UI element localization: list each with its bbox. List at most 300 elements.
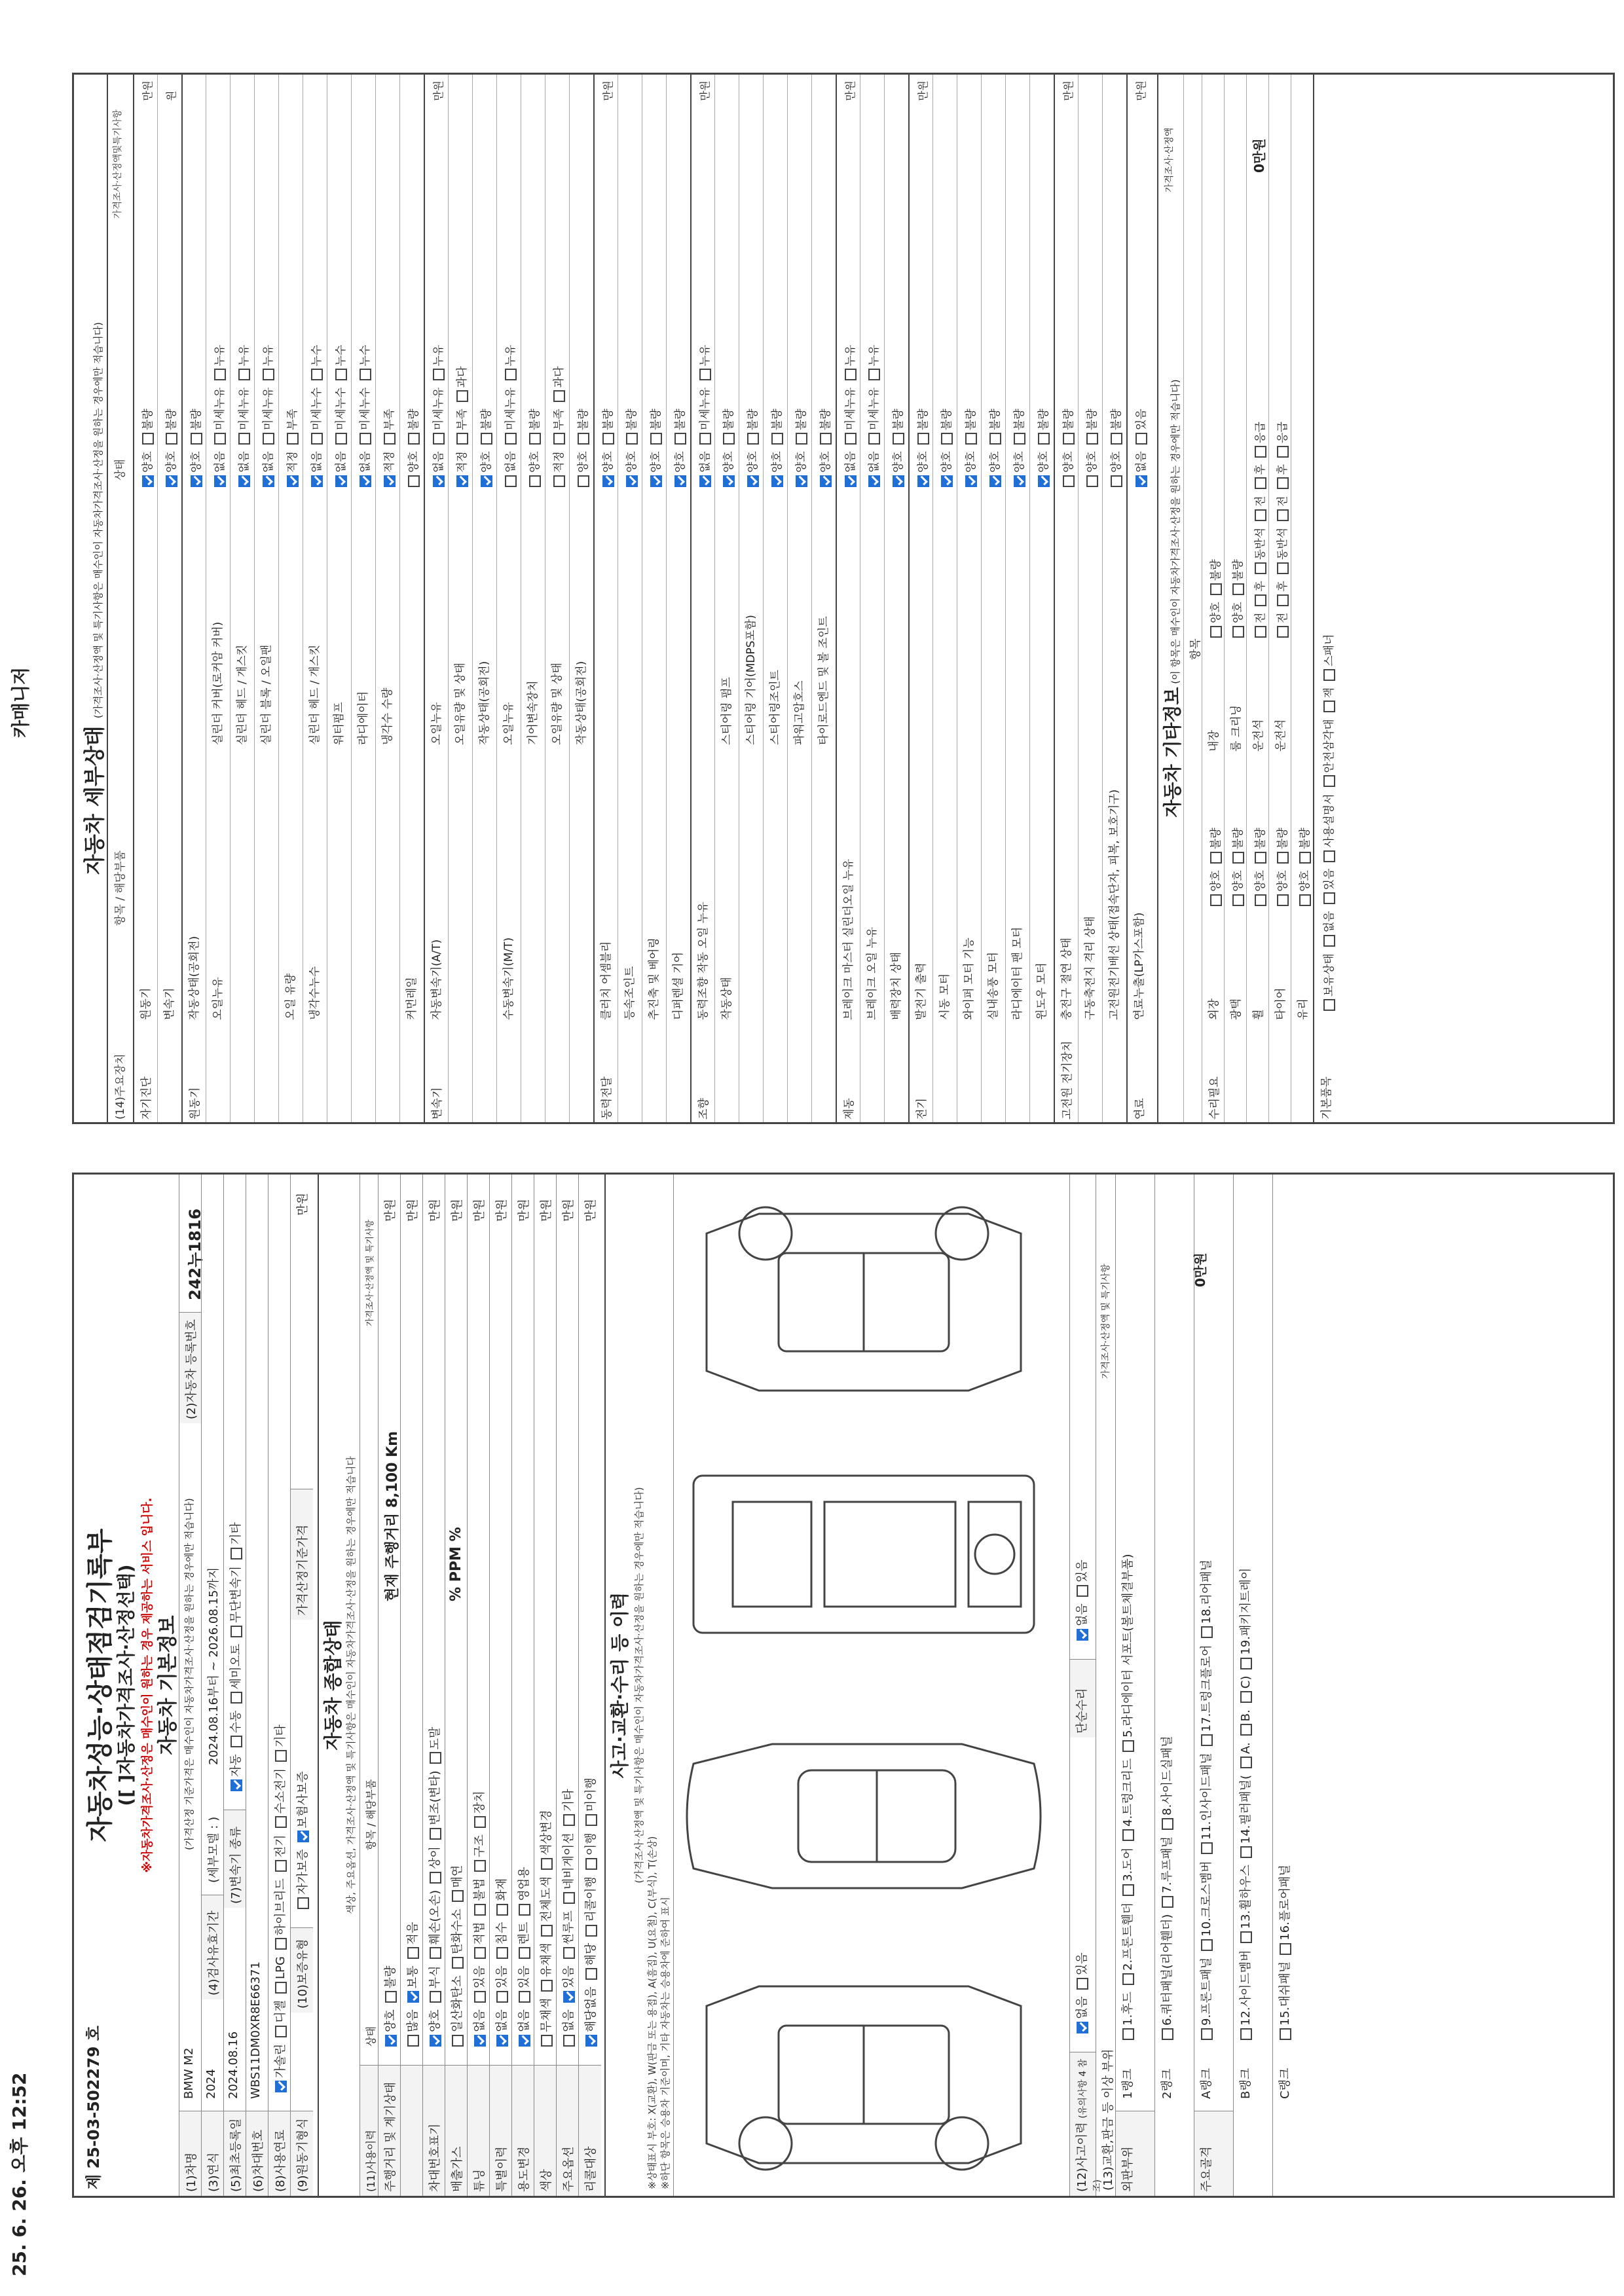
detail-checkbox[interactable] — [989, 433, 1001, 445]
detail-row — [521, 75, 545, 1122]
fuel-option — [274, 2000, 287, 2044]
detail-checkbox[interactable] — [238, 433, 250, 445]
detail-checkbox[interactable] — [311, 475, 323, 487]
detail-checkbox[interactable] — [796, 475, 807, 487]
basic-item-option — [1323, 687, 1336, 719]
other-detail-checkbox[interactable] — [1277, 626, 1289, 638]
general-checkbox[interactable] — [519, 1991, 530, 2003]
detail-checkbox[interactable] — [1014, 433, 1025, 445]
detail-option — [383, 409, 396, 451]
other-checkbox[interactable] — [1299, 894, 1311, 906]
rank-items — [1116, 1397, 1155, 2052]
other-option-label: 양호 — [1254, 870, 1267, 892]
part-checkbox[interactable] — [1201, 1626, 1213, 1638]
detail-checkbox[interactable] — [214, 433, 226, 445]
other-detail-checkbox[interactable] — [1255, 562, 1266, 574]
general-checkbox[interactable] — [430, 1872, 441, 1884]
part-checkbox[interactable] — [1122, 1973, 1134, 1985]
detail-checkbox[interactable] — [989, 475, 1001, 487]
part-checkbox[interactable] — [1240, 1691, 1252, 1703]
part-checkbox[interactable] — [1122, 1829, 1134, 1841]
other-price: 0만원 — [1251, 138, 1267, 173]
transmission-checkbox[interactable] — [231, 1692, 242, 1704]
detail-checkbox[interactable] — [723, 433, 735, 445]
general-checkbox[interactable] — [407, 2035, 419, 2047]
accident-options — [1070, 1849, 1096, 2045]
other-detail-option-label: 후 — [1254, 464, 1267, 475]
detail-checkbox[interactable] — [553, 475, 565, 487]
detail-checkbox[interactable] — [238, 475, 250, 487]
general-option-label: 상이 — [428, 1846, 442, 1869]
transmission-checkbox[interactable] — [231, 1626, 242, 1637]
inspect-label: (4)검사유효기간 — [202, 1895, 224, 1999]
detail-checkbox[interactable] — [263, 475, 274, 487]
detail-option-label: 없음 — [359, 451, 372, 473]
general-checkbox[interactable] — [541, 2035, 553, 2047]
detail-checkbox[interactable] — [553, 433, 565, 445]
general-checkbox[interactable] — [541, 1980, 553, 1992]
general-checkbox[interactable] — [385, 2035, 397, 2047]
general-checkbox[interactable] — [474, 1947, 486, 1959]
general-checkbox[interactable] — [496, 1947, 508, 1959]
transmission-checkbox[interactable] — [231, 1779, 242, 1791]
detail-checkbox[interactable] — [263, 433, 274, 445]
other-detail-checkbox[interactable] — [1255, 509, 1266, 521]
detail-checkbox[interactable] — [456, 433, 468, 445]
detail-option — [674, 451, 687, 494]
rank-group-label: 외판부위 — [1116, 2111, 1155, 2196]
detail-checkbox[interactable] — [553, 390, 565, 402]
detail-checkbox[interactable] — [384, 433, 396, 445]
detail-option-label: 부족 — [456, 409, 469, 431]
detail-checkbox[interactable] — [214, 369, 226, 380]
other-detail-option-label: 전 — [1254, 612, 1267, 623]
other-detail-checkbox[interactable] — [1277, 562, 1289, 574]
detail-checkbox[interactable] — [1135, 475, 1147, 487]
detail-checkbox[interactable] — [360, 369, 371, 380]
detail-checkbox[interactable] — [287, 475, 299, 487]
general-checkbox[interactable] — [496, 1904, 508, 1916]
part-checkbox[interactable] — [1240, 2028, 1252, 2040]
detail-checkbox[interactable] — [699, 475, 711, 487]
part-option — [1239, 1709, 1253, 1742]
general-option-label: 도말 — [428, 1726, 442, 1750]
detail-checkbox[interactable] — [1111, 475, 1122, 487]
other-detail-option — [1254, 496, 1267, 527]
other-detail-checkbox[interactable] — [1277, 446, 1289, 458]
repair-checkbox[interactable] — [1077, 1585, 1088, 1597]
detail-checkbox[interactable] — [166, 475, 177, 487]
fuel-option-label: 가솔린 — [274, 2043, 287, 2078]
detail-row — [1029, 75, 1054, 1122]
detail-option — [625, 451, 638, 494]
general-checkbox[interactable] — [541, 1858, 553, 1870]
basic-item-option — [1323, 719, 1336, 793]
detail-checkbox[interactable] — [238, 369, 250, 380]
general-checkbox[interactable] — [519, 1904, 530, 1916]
general-row-unit: 만원 — [384, 1199, 397, 1222]
detail-checkbox[interactable] — [1135, 433, 1147, 445]
warranty-checkbox[interactable] — [297, 1831, 309, 1842]
fuel-checkbox[interactable] — [275, 2026, 287, 2037]
part-option-label: 10.크로스멤버 — [1200, 1861, 1213, 1937]
part-option — [1239, 1568, 1253, 1676]
other-row — [1224, 75, 1247, 1122]
detail-checkbox[interactable] — [626, 475, 638, 487]
detail-state — [1034, 409, 1050, 494]
detail-checkbox[interactable] — [796, 433, 807, 445]
detail-checkbox[interactable] — [747, 475, 759, 487]
other-checkbox[interactable] — [1299, 852, 1311, 864]
detail-checkbox[interactable] — [626, 433, 638, 445]
detail-checkbox[interactable] — [142, 475, 154, 487]
basic-item-checkbox[interactable] — [1323, 999, 1335, 1011]
detail-option-label: 미세누수 — [310, 387, 323, 431]
detail-checkbox[interactable] — [505, 433, 517, 445]
general-checkbox[interactable] — [585, 2035, 597, 2047]
detail-checkbox[interactable] — [481, 475, 492, 487]
detail-option — [844, 451, 857, 494]
detail-checkbox[interactable] — [1063, 433, 1075, 445]
fuel-checkbox[interactable] — [275, 1750, 287, 1762]
detail-checkbox[interactable] — [1038, 433, 1050, 445]
warranty-checkbox[interactable] — [297, 1897, 309, 1909]
general-checkbox[interactable] — [563, 2035, 575, 2047]
detail-checkbox[interactable] — [408, 475, 420, 487]
general-checkbox[interactable] — [496, 1991, 508, 2003]
detail-checkbox[interactable] — [602, 433, 614, 445]
general-option — [495, 1965, 509, 2009]
other-detail-option-label: 후 — [1254, 581, 1267, 592]
general-option-label: 있음 — [495, 1965, 509, 1989]
general-checkbox[interactable] — [430, 1947, 441, 1959]
detail-checkbox[interactable] — [699, 433, 711, 445]
detail-checkbox[interactable] — [529, 475, 541, 487]
general-checkbox[interactable] — [563, 1814, 575, 1826]
detail-checkbox[interactable] — [965, 475, 977, 487]
detail-state — [259, 345, 275, 494]
rank-label: 1랭크 — [1121, 2068, 1135, 2099]
detail-checkbox[interactable] — [335, 433, 347, 445]
detail-checkbox[interactable] — [845, 369, 857, 380]
part-checkbox[interactable] — [1122, 1740, 1134, 1752]
detail-checkbox[interactable] — [1063, 475, 1075, 487]
part-option — [1200, 1559, 1213, 1645]
transmission-option-label: 세미오토 — [229, 1643, 243, 1690]
general-checkbox[interactable] — [452, 1957, 464, 1969]
part-checkbox[interactable] — [1162, 1896, 1173, 1908]
other-checkbox[interactable] — [1210, 894, 1222, 906]
detail-checkbox[interactable] — [142, 433, 154, 445]
detail-checkbox[interactable] — [191, 433, 202, 445]
general-option-label: 해당없음 — [584, 1986, 598, 2032]
detail-checkbox[interactable] — [360, 433, 371, 445]
other-checkbox[interactable] — [1277, 852, 1289, 864]
part-checkbox[interactable] — [1240, 1757, 1252, 1768]
detail-checkbox[interactable] — [433, 475, 445, 487]
other-detail-checkbox[interactable] — [1255, 626, 1266, 638]
part-checkbox[interactable] — [1240, 1846, 1252, 1858]
detail-checkbox[interactable] — [408, 433, 420, 445]
detail-checkbox[interactable] — [893, 475, 904, 487]
repair-checkbox[interactable] — [1077, 1629, 1088, 1641]
detail-checkbox[interactable] — [820, 475, 832, 487]
part-checkbox[interactable] — [1240, 1931, 1252, 1943]
detail-checkbox[interactable] — [699, 369, 711, 380]
part-checkbox[interactable] — [1122, 2028, 1134, 2040]
detail-option — [868, 387, 881, 451]
detail-checkbox[interactable] — [311, 369, 323, 380]
detail-checkbox[interactable] — [433, 369, 445, 380]
other-detail-checkbox[interactable] — [1255, 477, 1266, 489]
other-checkbox[interactable] — [1255, 852, 1266, 864]
accident-note-2: ※상태표시 부호: X(교환), W(판금 또는 용접), A(흠집), U(요철), C(부식), T(손상) — [646, 1836, 658, 2189]
detail-checkbox[interactable] — [1038, 475, 1050, 487]
detail-row — [690, 75, 716, 1122]
detail-checkbox[interactable] — [771, 433, 783, 445]
detail-option-label: 불량 — [577, 409, 590, 431]
detail-checkbox[interactable] — [868, 433, 880, 445]
detail-checkbox[interactable] — [505, 475, 517, 487]
detail-option — [286, 409, 299, 451]
other-detail-checkbox[interactable] — [1255, 594, 1266, 606]
transmission-checkbox[interactable] — [231, 1548, 242, 1559]
part-checkbox[interactable] — [1122, 1884, 1134, 1896]
detail-checkbox[interactable] — [868, 475, 880, 487]
detail-checkbox[interactable] — [287, 433, 299, 445]
first-reg-label: (5)최초등록일 — [224, 2111, 246, 2196]
general-row-state — [512, 1535, 534, 2058]
basic-item-checkbox[interactable] — [1323, 701, 1335, 712]
general-checkbox[interactable] — [519, 2035, 530, 2047]
general-checkbox[interactable] — [452, 1890, 464, 1902]
other-detail-checkbox[interactable] — [1277, 477, 1289, 489]
other-detail-option — [1254, 581, 1267, 612]
general-checkbox[interactable] — [474, 1816, 486, 1828]
detail-checkbox[interactable] — [1111, 433, 1122, 445]
fuel-checkbox[interactable] — [275, 1860, 287, 1872]
rank-label: 2랭크 — [1160, 2068, 1174, 2099]
part-option — [1121, 1758, 1135, 1848]
part-checkbox[interactable] — [1162, 2028, 1173, 2040]
detail-state — [525, 409, 542, 494]
general-checkbox[interactable] — [585, 1925, 597, 1937]
other-checkbox[interactable] — [1255, 894, 1266, 906]
detail-option-label: 양호 — [602, 451, 615, 473]
general-checkbox[interactable] — [430, 1828, 441, 1840]
general-option — [517, 1867, 531, 1922]
detail-checkbox[interactable] — [578, 433, 589, 445]
fuel-checkbox[interactable] — [275, 1816, 287, 1828]
detail-checkbox[interactable] — [529, 433, 541, 445]
other-checkbox[interactable] — [1232, 852, 1244, 864]
detail-option-label: 양호 — [1013, 451, 1026, 473]
detail-checkbox[interactable] — [771, 475, 783, 487]
detail-option — [1110, 451, 1123, 494]
accident-option — [1075, 1996, 1089, 2040]
other-checkbox[interactable] — [1210, 852, 1222, 864]
basic-item-checkbox[interactable] — [1323, 850, 1335, 862]
detail-checkbox[interactable] — [578, 475, 589, 487]
part-checkbox[interactable] — [1280, 2028, 1291, 2040]
basic-item-checkbox[interactable] — [1323, 935, 1335, 947]
detail-option — [141, 451, 155, 494]
general-row-state — [579, 1535, 601, 2058]
general-checkbox[interactable] — [563, 1991, 575, 2003]
detail-state — [599, 409, 615, 494]
detail-checkbox[interactable] — [820, 433, 832, 445]
general-option — [562, 1832, 576, 1910]
accident-checkbox[interactable] — [1077, 2022, 1088, 2033]
basic-item-checkbox[interactable] — [1323, 892, 1335, 904]
general-checkbox[interactable] — [452, 2035, 464, 2047]
detail-checkbox[interactable] — [191, 475, 202, 487]
detail-checkbox[interactable] — [360, 475, 371, 487]
general-checkbox[interactable] — [585, 1814, 597, 1826]
first-reg-value: 2024.08.16 — [227, 2031, 240, 2099]
part-checkbox[interactable] — [1201, 2028, 1213, 2040]
detail-checkbox[interactable] — [1086, 433, 1098, 445]
transmission-checkbox[interactable] — [231, 1736, 242, 1747]
detail-checkbox[interactable] — [674, 433, 686, 445]
detail-checkbox[interactable] — [1014, 475, 1025, 487]
general-checkbox[interactable] — [430, 1752, 441, 1764]
fuel-checkbox[interactable] — [275, 2081, 287, 2092]
detail-unit: 만원 — [432, 81, 445, 101]
basic-item-checkbox[interactable] — [1323, 669, 1335, 681]
detail-option-label: 양호 — [1062, 451, 1075, 473]
detail-checkbox[interactable] — [723, 475, 735, 487]
other-detail-checkbox[interactable] — [1210, 583, 1222, 595]
part-checkbox[interactable] — [1201, 1842, 1213, 1854]
other-checkbox[interactable] — [1277, 894, 1289, 906]
detail-checkbox[interactable] — [602, 475, 614, 487]
general-option-label: 영업용 — [517, 1867, 531, 1901]
general-checkbox[interactable] — [563, 1892, 575, 1904]
repair-option-label: 없음 — [1075, 1603, 1089, 1626]
part-checkbox[interactable] — [1162, 1818, 1173, 1830]
rank-items — [1273, 1397, 1312, 2052]
general-checkbox[interactable] — [430, 2035, 441, 2047]
detail-checkbox[interactable] — [917, 433, 929, 445]
detail-checkbox[interactable] — [674, 475, 686, 487]
detail-checkbox[interactable] — [335, 475, 347, 487]
other-detail-checkbox[interactable] — [1232, 583, 1244, 595]
other-detail-checkbox[interactable] — [1210, 626, 1222, 638]
detail-checkbox[interactable] — [747, 433, 759, 445]
detail-checkbox[interactable] — [433, 433, 445, 445]
general-checkbox[interactable] — [474, 2035, 486, 2047]
detail-checkbox[interactable] — [384, 475, 396, 487]
general-checkbox[interactable] — [430, 1991, 441, 2003]
detail-option — [1062, 451, 1075, 494]
detail-checkbox[interactable] — [845, 433, 857, 445]
detail-checkbox[interactable] — [650, 433, 662, 445]
fuel-checkbox[interactable] — [275, 1982, 287, 1994]
detail-checkbox[interactable] — [917, 475, 929, 487]
general-checkbox[interactable] — [474, 1991, 486, 2003]
detail-checkbox[interactable] — [845, 475, 857, 487]
other-detail-checkbox[interactable] — [1277, 594, 1289, 606]
general-checkbox[interactable] — [407, 1991, 419, 2003]
detail-checkbox[interactable] — [650, 475, 662, 487]
general-row-unit: 만원 — [451, 1199, 464, 1222]
detail-checkbox[interactable] — [893, 433, 904, 445]
accident-checkbox[interactable] — [1077, 1978, 1088, 1990]
detail-checkbox[interactable] — [456, 390, 468, 402]
other-detail-state — [1228, 559, 1245, 644]
detail-checkbox[interactable] — [166, 433, 177, 445]
detail-option-label: 미세누수 — [335, 387, 348, 431]
detail-checkbox[interactable] — [941, 475, 953, 487]
other-detail-option — [1232, 559, 1245, 602]
part-option — [1160, 1836, 1174, 1914]
detail-sub-item: 파워고압호스 — [793, 680, 806, 745]
detail-row — [1126, 75, 1152, 1122]
general-row-unit: 만원 — [473, 1199, 487, 1222]
general-col-item: (11)사용이력 — [360, 2065, 378, 2196]
other-checkbox[interactable] — [1232, 894, 1244, 906]
general-checkbox[interactable] — [563, 1947, 575, 1959]
detail-checkbox[interactable] — [868, 369, 880, 380]
detail-checkbox[interactable] — [941, 433, 953, 445]
general-checkbox[interactable] — [585, 1968, 597, 1980]
part-option-label: 8.사이드실패널 — [1160, 1736, 1174, 1815]
general-checkbox[interactable] — [585, 1858, 597, 1870]
detail-checkbox[interactable] — [335, 369, 347, 380]
general-row-state — [534, 1535, 557, 2058]
other-detail-checkbox[interactable] — [1232, 626, 1244, 638]
general-checkbox[interactable] — [474, 1904, 486, 1916]
detail-checkbox[interactable] — [505, 369, 517, 380]
part-checkbox[interactable] — [1280, 1943, 1291, 1955]
part-checkbox[interactable] — [1201, 1734, 1213, 1746]
detail-option-label: 부족 — [383, 409, 396, 431]
accident-option — [1075, 1952, 1089, 1996]
detail-option-label: 없음 — [432, 451, 445, 473]
other-detail-checkbox[interactable] — [1277, 509, 1289, 521]
general-checkbox[interactable] — [496, 2035, 508, 2047]
detail-checkbox[interactable] — [965, 433, 977, 445]
general-row-state — [423, 1535, 445, 2058]
fuel-option — [274, 1834, 287, 1878]
part-checkbox[interactable] — [1240, 1724, 1252, 1736]
part-checkbox[interactable] — [1201, 1939, 1213, 1951]
detail-checkbox[interactable] — [263, 369, 274, 380]
basic-item-checkbox[interactable] — [1323, 775, 1335, 787]
general-checkbox[interactable] — [519, 1947, 530, 1959]
other-option — [1276, 870, 1289, 913]
detail-checkbox[interactable] — [1086, 475, 1098, 487]
general-checkbox[interactable] — [474, 1860, 486, 1872]
other-item: 타이어 — [1274, 987, 1287, 1020]
simple-repair-label: 단순수리 — [1070, 1659, 1096, 1738]
general-row-unit: 만원 — [562, 1199, 576, 1222]
general-checkbox[interactable] — [541, 1925, 553, 1937]
detail-checkbox[interactable] — [456, 475, 468, 487]
other-detail-checkbox[interactable] — [1255, 446, 1266, 458]
general-checkbox[interactable] — [407, 1947, 419, 1959]
detail-checkbox[interactable] — [311, 433, 323, 445]
general-checkbox[interactable] — [385, 1991, 397, 2003]
detail-option — [1037, 451, 1050, 494]
detail-option-label: 양호 — [965, 451, 978, 473]
fuel-checkbox[interactable] — [275, 1938, 287, 1950]
detail-checkbox[interactable] — [214, 475, 226, 487]
detail-category: 전기 — [915, 1098, 929, 1120]
part-checkbox[interactable] — [1240, 1658, 1252, 1669]
detail-checkbox[interactable] — [481, 433, 492, 445]
